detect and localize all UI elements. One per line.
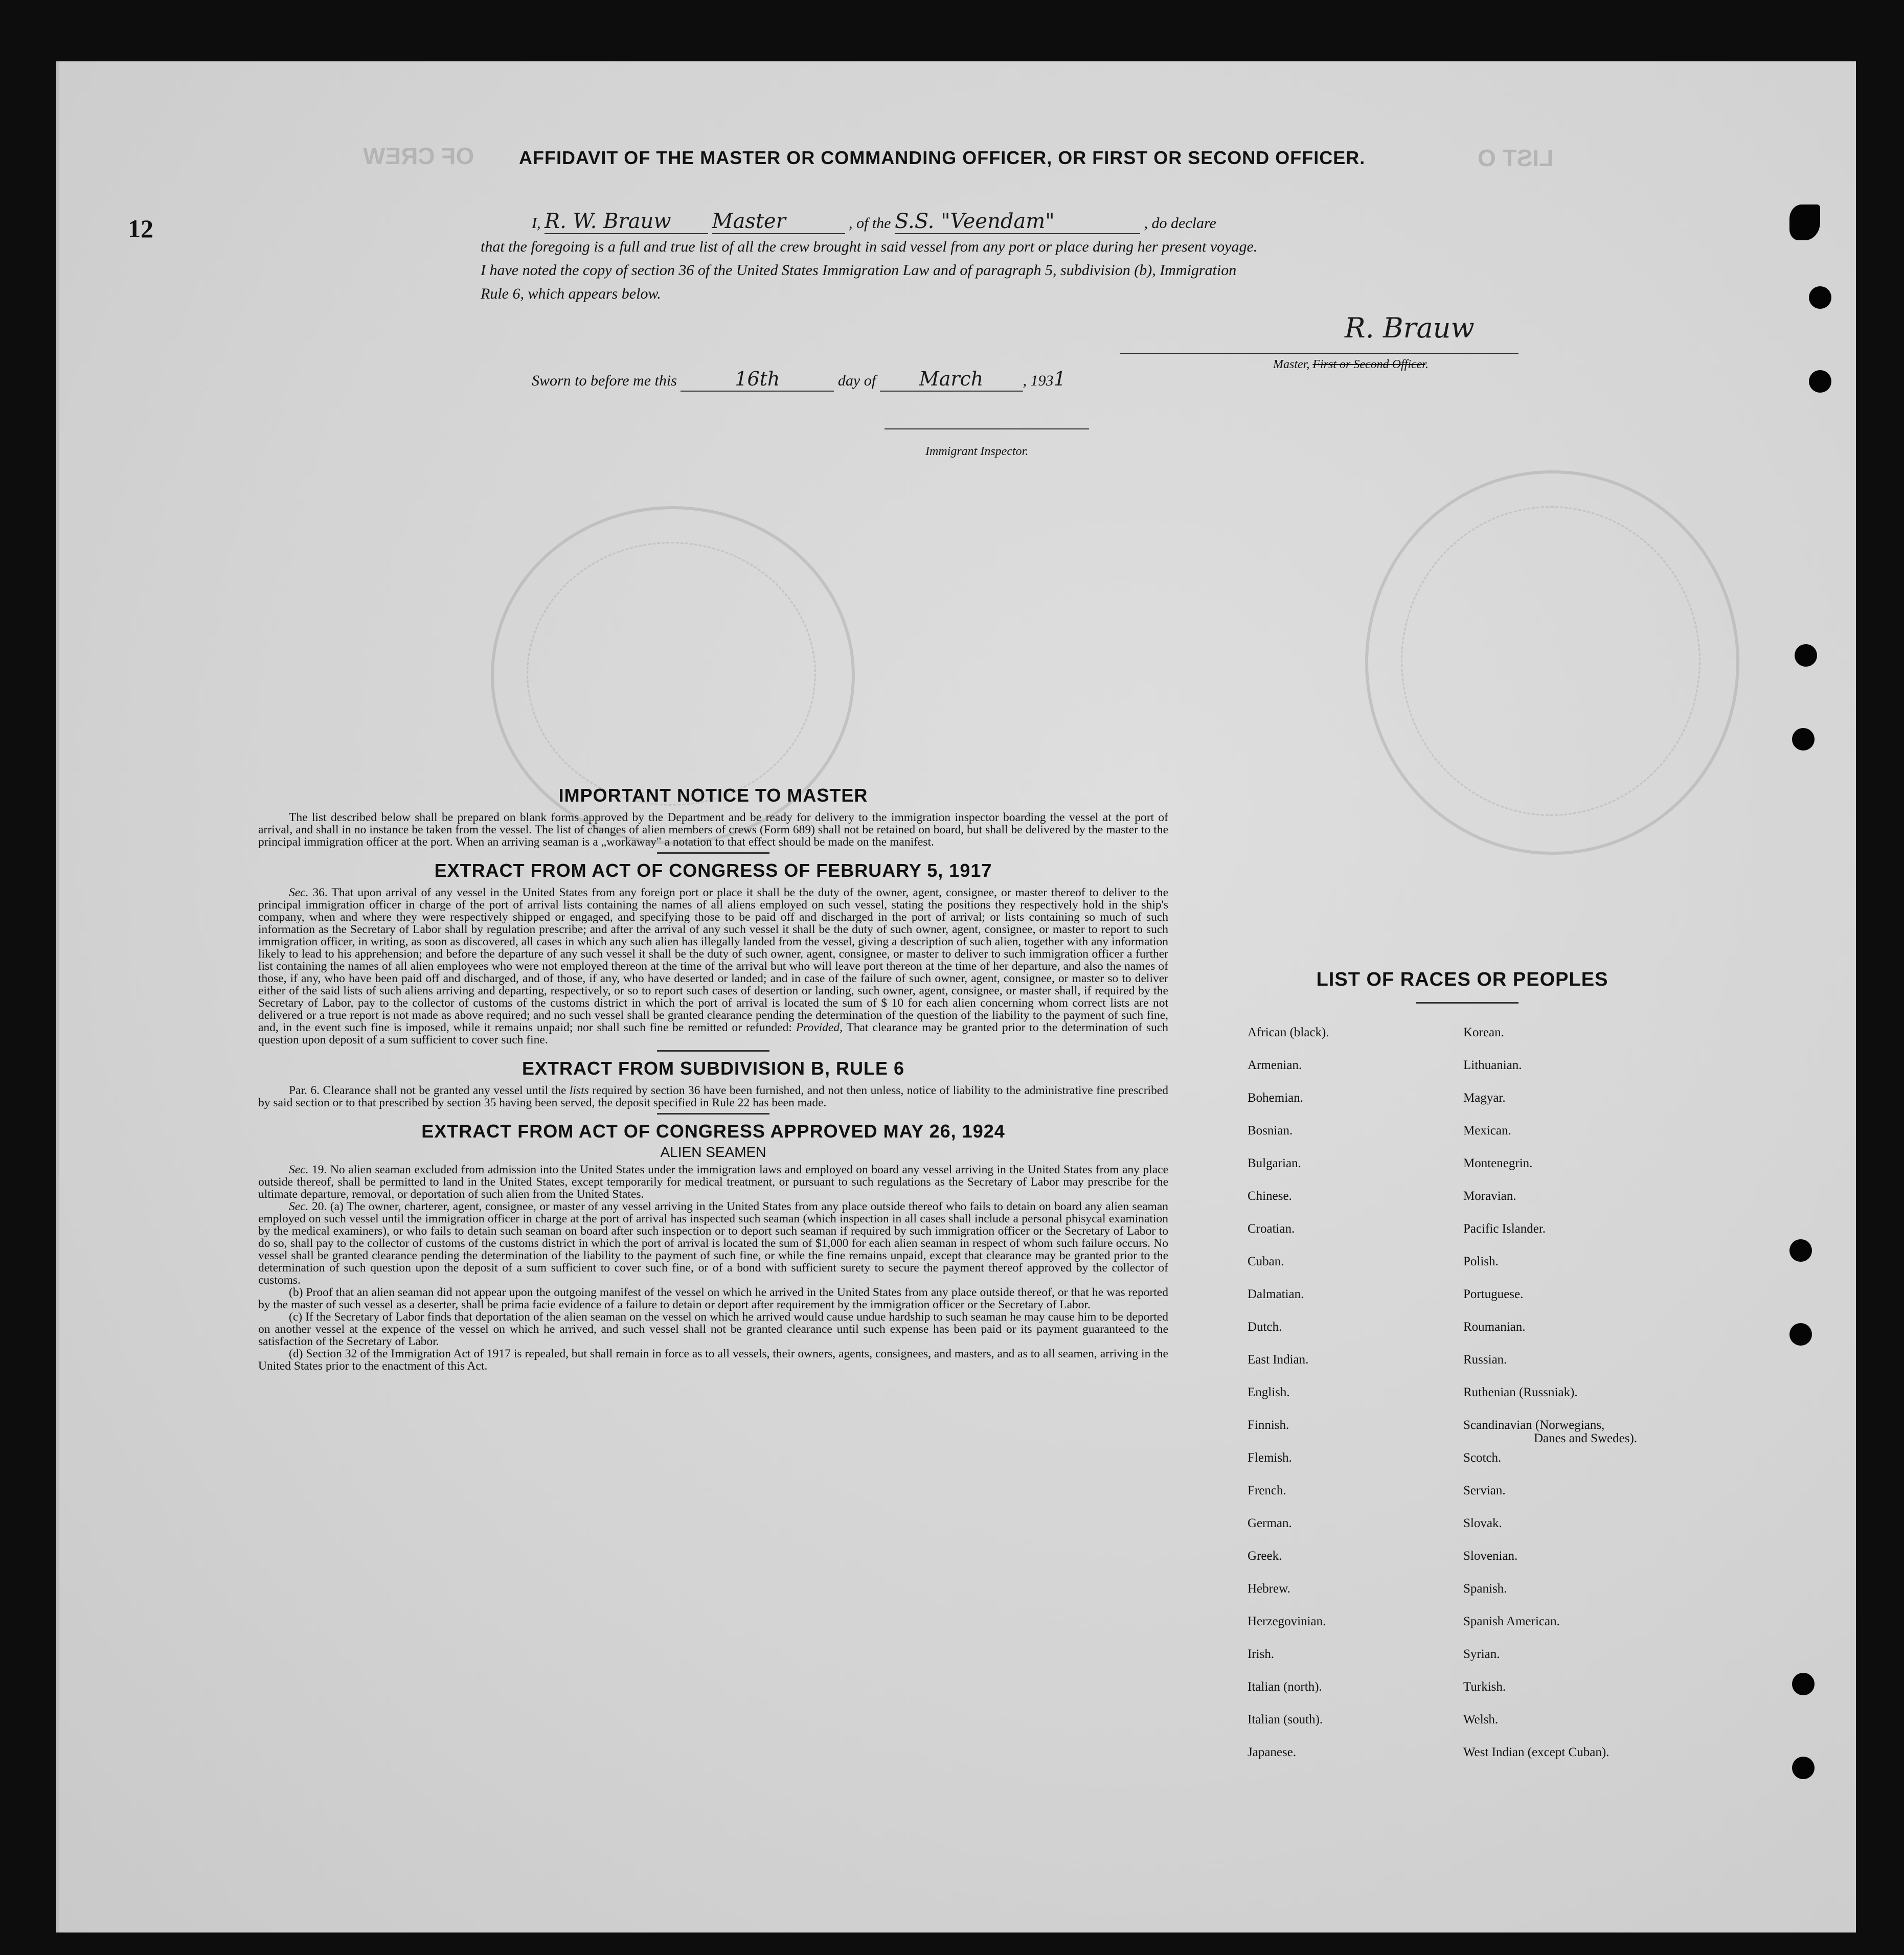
- race-left-item: African (black).: [1248, 1026, 1329, 1039]
- race-left-item: Bosnian.: [1248, 1124, 1293, 1138]
- punch-hole: [1795, 644, 1817, 667]
- punch-hole: [1792, 728, 1815, 751]
- race-right-item: Ruthenian (Russniak).: [1463, 1385, 1578, 1399]
- race-right-item: Magyar.: [1463, 1091, 1506, 1105]
- divider-2: [657, 1050, 769, 1052]
- affidavit-line-1: [532, 210, 1554, 235]
- sec19-text: [258, 1164, 1168, 1200]
- race-right-item: Slovak.: [1463, 1516, 1502, 1530]
- sec36-end: That clearance may be granted prior to the determination of such question upon deposit of a sum sufficient to cover such fine.: [258, 1021, 1169, 1047]
- race-right-item: Syrian.: [1463, 1647, 1500, 1661]
- sec20b-text: (b) Proof that an alien seaman did not appear upon the outgoing manifest of the vessel on which he arrived in the United States from any place outside thereof, or that he was reported by the master of such vessel as a deserter, shall be prima facie evidence of a failure to detain or deport after requirement by the immigration officer or the Secretary of Labor.: [258, 1286, 1168, 1311]
- affidavit-line-4: Rule 6, which appears below.: [481, 285, 661, 302]
- race-right-item: Pacific Islander.: [1463, 1222, 1546, 1236]
- sworn-line: [532, 367, 1066, 393]
- race-right-item: Russian.: [1463, 1353, 1507, 1367]
- race-left-item: Italian (south).: [1248, 1713, 1323, 1726]
- race-left-item: Cuban.: [1248, 1255, 1284, 1268]
- race-left-item: Japanese.: [1248, 1745, 1297, 1759]
- sec20d-text: (d) Section 32 of the Immigration Act of 1917 is repealed, but shall remain in force as to all vessels, their owners, agents, consignees, and masters, and as to all seamen, arriving in the United States prior to the enactment of this Act.: [258, 1347, 1168, 1373]
- day-of-label: day of: [837, 372, 876, 389]
- race-right-item: Scotch.: [1463, 1451, 1502, 1465]
- caption-struck: First or Second Officer: [1312, 358, 1425, 371]
- subdivision-b-text: [258, 1084, 1168, 1109]
- i-label: I,: [532, 215, 541, 232]
- race-left-item: Finnish.: [1248, 1418, 1289, 1432]
- ghost-title-right: OF CREW: [363, 143, 474, 169]
- notice-text: The list described below shall be prepared on blank forms approved by the Department and be ready for delivery to the immigration inspector boarding the vessel at the port of arrival, and shall in no instance be taken from the vessel. The list of changes of alien members of crews (Form 689) shall not be retained on board, but shall be delivered by the master to the principal immigration officer at the port. When an arriving seaman is a „workaway" a notation to that effect should be made on the manifest.: [258, 811, 1168, 849]
- sworn-day: 16th: [681, 367, 834, 392]
- race-right-item: West Indian (except Cuban).: [1463, 1745, 1610, 1759]
- sec19-body: 19. No alien seaman excluded from admission into the United States under the immigration laws and employed on board any vessel arriving in the United States from any place outside thereof, shall be permitted to land in the United States, except temporarily for medical treatment, or pursuant to such regulations as the Secretary of Labor may prescribe for the ultimate departure, removal, or deportation of such alien from the United States.: [258, 1163, 1169, 1201]
- punch-hole: [1792, 1673, 1815, 1695]
- race-left-item: Dutch.: [1248, 1320, 1282, 1334]
- declare-label: , do declare: [1144, 215, 1216, 232]
- punch-hole: [1789, 1239, 1812, 1262]
- race-right-item: Spanish American.: [1463, 1615, 1560, 1628]
- race-left-item: German.: [1248, 1516, 1292, 1530]
- of-the-label: , of the: [849, 215, 891, 232]
- year-prefix: , 193: [1023, 372, 1054, 389]
- races-title: LIST OF RACES OR PEOPLES: [1316, 969, 1608, 990]
- punch-hole: [1809, 370, 1831, 393]
- race-left-item: East Indian.: [1248, 1353, 1309, 1367]
- punch-hole: [1809, 286, 1831, 309]
- master-signature: R. Brauw: [1345, 312, 1475, 344]
- race-left-item: Armenian.: [1248, 1058, 1302, 1072]
- sec20a-body: 20. (a) The owner, charterer, agent, consignee, or master of any vessel arriving in the United States from any place outside thereof who fails to detain on board any alien seaman employed on such vessel until the immigration officer in charge at the port of arrival has inspected such seaman (which inspection in all cases shall include a personal phisycal examination by the medical examiners), or who fails to detain such seaman on board after such inspection or to deport such seaman if required by such immigration officer or the Secretary of Labor to do so, shall pay to the collector of customs of the customs district in which the port of arrival is located the sum of $1,000 for each alien seaman in respect of whom such failure occurs. No vessel shall be granted clearance pending the determination of the liability to the payment of such fine, or while the fine remains unpaid, except that clearance may be granted prior to the determination of such question upon the deposit of a sum sufficient to cover such fine, or of a bond with sufficient surety to secure the payment thereof approved by the collector of customs.: [258, 1200, 1168, 1287]
- sworn-label: Sworn to before me this: [532, 372, 677, 389]
- divider-3: [657, 1113, 769, 1115]
- margin-number: 12: [128, 214, 153, 243]
- sec20c-text: (c) If the Secretary of Labor finds that deportation of the alien seaman on the vessel on which he arrived would cause undue hardship to such seaman he may cause him to be deported on another vessel at the expence of the vessel on which he arrived, and such vessel shall not be granted clearance until such expense has been paid or its payment guaranteed to the satisfaction of the Secretary of Labor.: [258, 1310, 1168, 1348]
- alien-seamen-subtitle: ALIEN SEAMEN: [660, 1144, 766, 1160]
- race-left-item: Greek.: [1248, 1549, 1282, 1563]
- sec-label: Sec.: [289, 886, 309, 899]
- race-right-item: Spanish.: [1463, 1582, 1507, 1596]
- race-left-item: Hebrew.: [1248, 1582, 1290, 1596]
- punch-hole: [1792, 1757, 1815, 1779]
- race-left-item: French.: [1248, 1484, 1286, 1497]
- races-title-rule: [1416, 1002, 1518, 1004]
- race-right-item: Welsh.: [1463, 1713, 1499, 1726]
- sec36-text: 36. That upon arrival of any vessel in the United States from any foreign port or place it shall be the duty of the owner, agent, consignee, or master thereof to deliver to the principal immigration officer in charge of the port of arrival lists containing the names of all aliens employed on such vessel, stating the positions they respectively hold in the ship's company, when and where they were respectively shipped or engaged, and specifying those to be paid off and discharged in the port of arrival; or lists containing so much of such information as the Secretary of Labor shall by regulation prescribe; and after the arrival of any such vessel it shall be the duty of such owner, agent, consignee, or master to report to such immigration officer, in writing, as soon as discovered, all cases in which any such alien has illegally landed from the vessel, giving a description of such alien, together with any information likely to lead to his apprehension; and before the departure of any such vessel it shall be the duty of such owner, agent, consignee, or master to deliver to such immigration officer a further list containing the names of all alien employees who were not employed thereon at the time of the arrival but who will leave port thereon at the time of her departure, and also the names of those, if any, who have been paid off and discharged, and of those, if any, who have deserted or landed; and in case of the failure of such owner, agent, consignee, or master so to deliver either of the said lists of such aliens arriving and departing, respectively, or so to report such cases of desertion or landing, such owner, agent, consignee, or master shall, if required by the Secretary of Labor, pay to the collector of customs of the customs district in which the port of arrival is located the sum of $ 10 for each alien concerning whom correct lists are not delivered or a true report is not made as above required; and no such vessel shall be granted clearance pending the determination of the question of the liability to the payment of such fine, and, in the event such fine is imposed, while it remains unpaid; nor shall such fine be remitted or refunded:: [258, 886, 1168, 1034]
- inspector-line: [885, 428, 1089, 429]
- vessel-name: S.S. "Veendam": [895, 210, 1140, 234]
- race-right-item: Moravian.: [1463, 1189, 1516, 1203]
- race-left-item: Croatian.: [1248, 1222, 1295, 1236]
- master-rank: Master: [712, 210, 845, 234]
- race-right-item: Roumanian.: [1463, 1320, 1526, 1334]
- master-name: R. W. Brauw: [545, 210, 708, 234]
- race-right-item: Slovenian.: [1463, 1549, 1518, 1563]
- extract-1917-title: EXTRACT FROM ACT OF CONGRESS OF FEBRUARY 5, 1917: [434, 860, 992, 881]
- race-right-item: Mexican.: [1463, 1124, 1511, 1138]
- race-right-item: Servian.: [1463, 1484, 1506, 1497]
- year-suffix: 1: [1053, 368, 1066, 390]
- race-left-item: Bohemian.: [1248, 1091, 1304, 1105]
- sec20-label: Sec.: [289, 1200, 309, 1213]
- race-right-item: Montenegrin.: [1463, 1156, 1533, 1170]
- affidavit-title: AFFIDAVIT OF THE MASTER OR COMMANDING OFFICER, OR FIRST OR SECOND OFFICER.: [519, 147, 1366, 168]
- race-left-item: Dalmatian.: [1248, 1287, 1304, 1301]
- sworn-month: March: [880, 367, 1023, 392]
- ghost-title-left: LIST O: [1478, 145, 1554, 171]
- race-left-item: Italian (north).: [1248, 1680, 1322, 1694]
- torn-corner: [1789, 204, 1820, 240]
- faint-stamp-right-inner: [1401, 506, 1701, 816]
- par6-a: Par. 6. Clearance shall not be granted any vessel until the: [289, 1084, 566, 1097]
- race-left-item: Herzegovinian.: [1248, 1615, 1326, 1628]
- par6-b: required by section 36 have been furnished, and not then unless, notice of liability to the administrative fine prescribed by said section or to that prescribed by section 35 having been served, the deposit specified in Rule 22 has been made.: [258, 1084, 1169, 1109]
- race-right-item: Turkish.: [1463, 1680, 1506, 1694]
- race-scandinavian-cont: Danes and Swedes).: [1534, 1431, 1638, 1445]
- provided-label: Provided,: [796, 1021, 843, 1034]
- extract-1917-text: [258, 886, 1168, 1046]
- extract-1924-title: EXTRACT FROM ACT OF CONGRESS APPROVED MAY 26, 1924: [421, 1121, 1005, 1142]
- race-left-item: Bulgarian.: [1248, 1156, 1301, 1170]
- race-right-item: Korean.: [1463, 1026, 1504, 1039]
- sec20a-text: [258, 1200, 1168, 1286]
- race-right-item: Polish.: [1463, 1255, 1499, 1268]
- lists-word: lists: [569, 1084, 589, 1097]
- race-left-item: Flemish.: [1248, 1451, 1292, 1465]
- affidavit-line-2: that the foregoing is a full and true list of all the crew brought in said vessel from any port or place during her present voyage.: [481, 238, 1258, 255]
- divider-1: [657, 852, 769, 854]
- inspector-caption: Immigrant Inspector.: [925, 445, 1029, 458]
- race-right-item: Scandinavian (Norwegians,: [1463, 1418, 1605, 1432]
- notice-title: IMPORTANT NOTICE TO MASTER: [558, 785, 868, 806]
- faint-stamp-left-inner: [527, 542, 816, 806]
- regulations-column: [258, 785, 1168, 1372]
- race-right-item: Lithuanian.: [1463, 1058, 1522, 1072]
- race-left-item: English.: [1248, 1385, 1290, 1399]
- caption-prefix: Master,: [1273, 358, 1313, 371]
- signature-caption: [1273, 353, 1429, 376]
- subdivision-b-title: EXTRACT FROM SUBDIVISION B, RULE 6: [522, 1058, 905, 1079]
- affidavit-line-3: I have noted the copy of section 36 of the United States Immigration Law and of paragraph 5, subdivision (b), Immigration: [481, 262, 1237, 279]
- document-page: [56, 61, 1856, 1933]
- race-left-item: Chinese.: [1248, 1189, 1292, 1203]
- caption-suffix: .: [1425, 358, 1429, 371]
- race-right-item: Portuguese.: [1463, 1287, 1524, 1301]
- punch-hole: [1789, 1323, 1812, 1346]
- race-left-item: Irish.: [1248, 1647, 1275, 1661]
- sec19-label: Sec.: [289, 1163, 309, 1176]
